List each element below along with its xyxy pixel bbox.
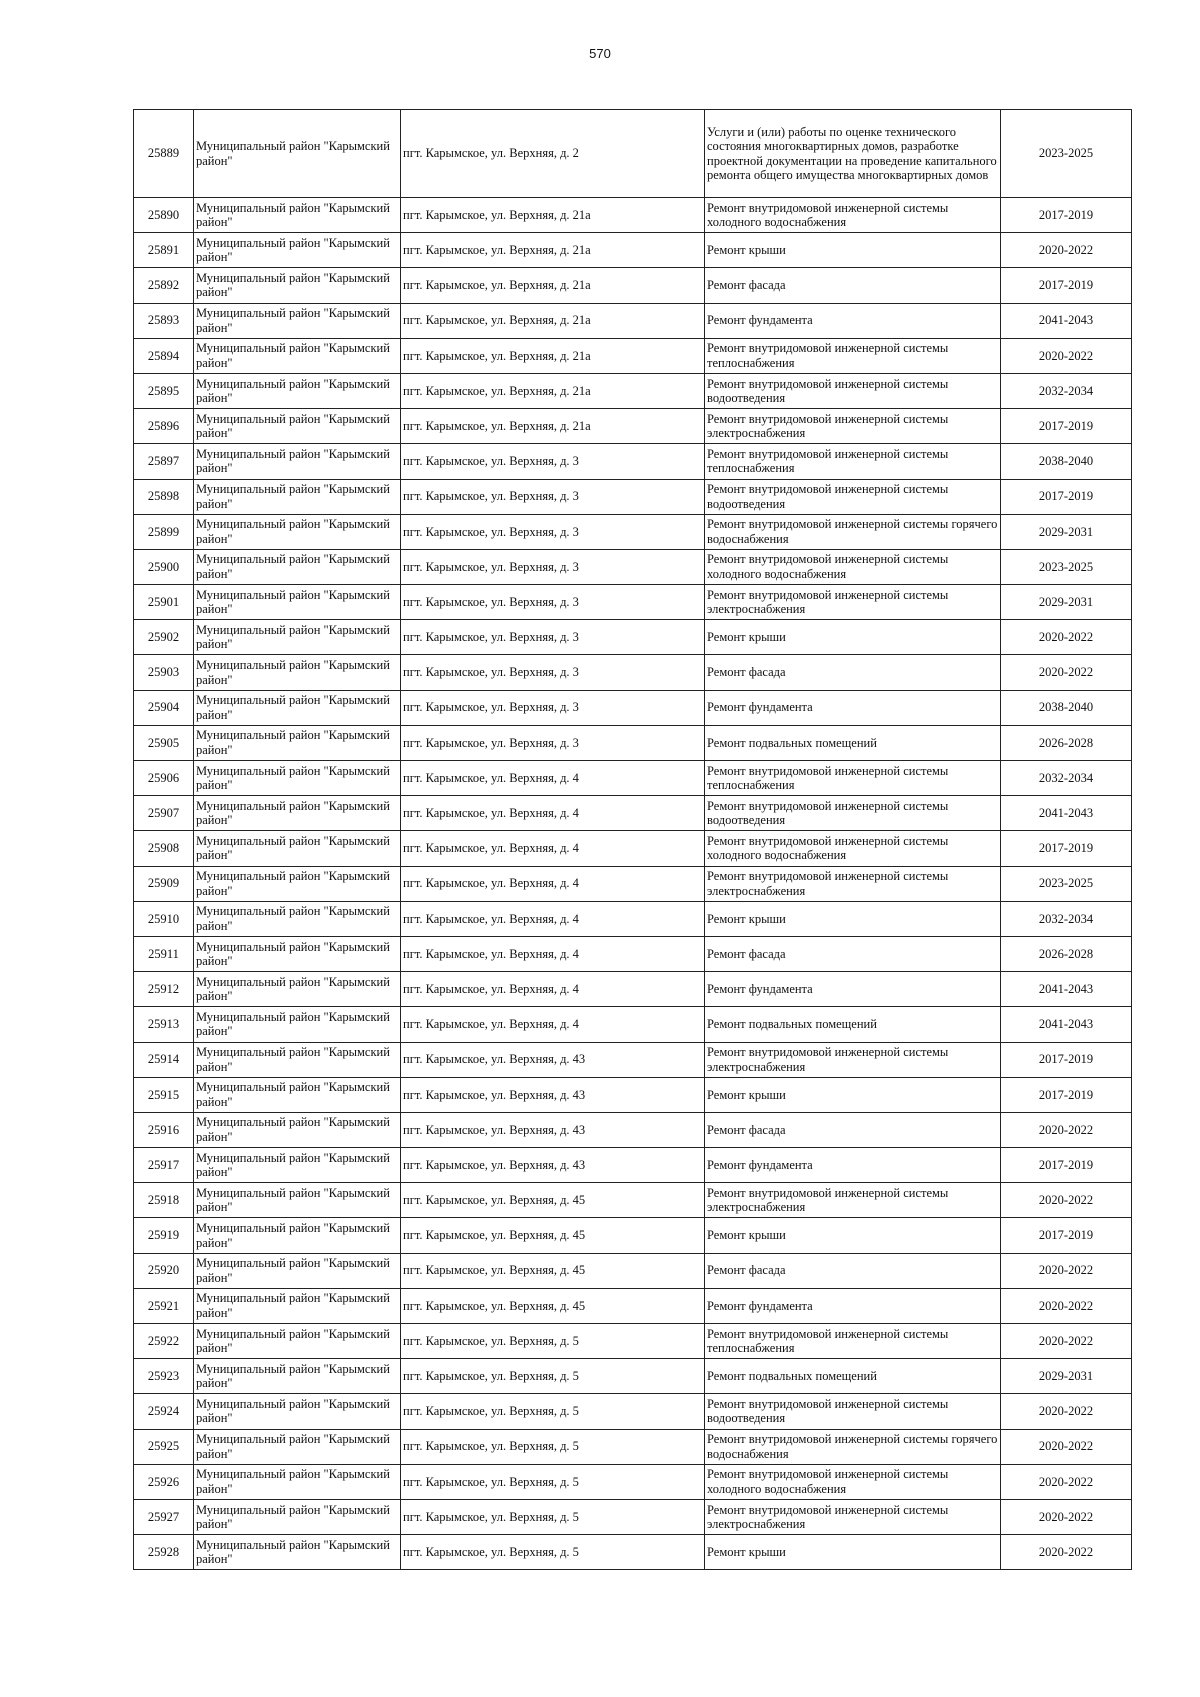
address-cell: пгт. Карымское, ул. Верхняя, д. 3 [401, 444, 705, 479]
municipality-cell: Муниципальный район "Карымский район" [194, 110, 401, 198]
row-number: 25893 [134, 303, 194, 338]
municipality-cell: Муниципальный район "Карымский район" [194, 479, 401, 514]
municipality-cell: Муниципальный район "Карымский район" [194, 233, 401, 268]
table-row [134, 761, 1132, 796]
table-row [134, 866, 1132, 901]
municipality-cell: Муниципальный район "Карымский район" [194, 1148, 401, 1183]
municipality-cell: Муниципальный район "Карымский район" [194, 690, 401, 725]
row-number: 25897 [134, 444, 194, 479]
work-type-cell: Ремонт фасада [705, 1112, 1001, 1147]
row-number: 25904 [134, 690, 194, 725]
period-cell: 2020-2022 [1001, 1112, 1132, 1147]
address-cell: пгт. Карымское, ул. Верхняя, д. 45 [401, 1288, 705, 1323]
municipality-cell: Муниципальный район "Карымский район" [194, 1288, 401, 1323]
period-cell: 2020-2022 [1001, 1429, 1132, 1464]
repair-schedule-table [133, 109, 1132, 1570]
municipality-cell: Муниципальный район "Карымский район" [194, 1007, 401, 1042]
work-type-cell: Ремонт крыши [705, 620, 1001, 655]
period-cell: 2020-2022 [1001, 1183, 1132, 1218]
municipality-cell: Муниципальный район "Карымский район" [194, 444, 401, 479]
address-cell: пгт. Карымское, ул. Верхняя, д. 21а [401, 373, 705, 408]
work-type-cell: Ремонт подвальных помещений [705, 725, 1001, 760]
address-cell: пгт. Карымское, ул. Верхняя, д. 5 [401, 1464, 705, 1499]
work-type-cell: Ремонт внутридомовой инженерной системы теплоснабжения [705, 761, 1001, 796]
address-cell: пгт. Карымское, ул. Верхняя, д. 43 [401, 1077, 705, 1112]
address-cell: пгт. Карымское, ул. Верхняя, д. 4 [401, 972, 705, 1007]
work-type-cell: Ремонт внутридомовой инженерной системы электроснабжения [705, 866, 1001, 901]
row-number: 25892 [134, 268, 194, 303]
period-cell: 2041-2043 [1001, 796, 1132, 831]
work-type-cell: Ремонт внутридомовой инженерной системы водоотведения [705, 373, 1001, 408]
work-type-cell: Ремонт фундамента [705, 1148, 1001, 1183]
address-cell: пгт. Карымское, ул. Верхняя, д. 3 [401, 585, 705, 620]
address-cell: пгт. Карымское, ул. Верхняя, д. 21а [401, 303, 705, 338]
address-cell: пгт. Карымское, ул. Верхняя, д. 43 [401, 1042, 705, 1077]
municipality-cell: Муниципальный район "Карымский район" [194, 409, 401, 444]
address-cell: пгт. Карымское, ул. Верхняя, д. 5 [401, 1359, 705, 1394]
municipality-cell: Муниципальный район "Карымский район" [194, 1112, 401, 1147]
work-type-cell: Ремонт внутридомовой инженерной системы водоотведения [705, 796, 1001, 831]
period-cell: 2017-2019 [1001, 409, 1132, 444]
row-number: 25926 [134, 1464, 194, 1499]
municipality-cell: Муниципальный район "Карымский район" [194, 936, 401, 971]
municipality-cell: Муниципальный район "Карымский район" [194, 303, 401, 338]
period-cell: 2020-2022 [1001, 338, 1132, 373]
table-row [134, 444, 1132, 479]
period-cell: 2038-2040 [1001, 444, 1132, 479]
address-cell: пгт. Карымское, ул. Верхняя, д. 45 [401, 1183, 705, 1218]
period-cell: 2023-2025 [1001, 549, 1132, 584]
municipality-cell: Муниципальный район "Карымский район" [194, 198, 401, 233]
work-type-cell: Ремонт фундамента [705, 1288, 1001, 1323]
row-number: 25907 [134, 796, 194, 831]
municipality-cell: Муниципальный район "Карымский район" [194, 373, 401, 408]
address-cell: пгт. Карымское, ул. Верхняя, д. 3 [401, 514, 705, 549]
table-row [134, 1253, 1132, 1288]
table-row [134, 303, 1132, 338]
work-type-cell: Ремонт фасада [705, 1253, 1001, 1288]
address-cell: пгт. Карымское, ул. Верхняя, д. 3 [401, 479, 705, 514]
address-cell: пгт. Карымское, ул. Верхняя, д. 21а [401, 268, 705, 303]
row-number: 25913 [134, 1007, 194, 1042]
row-number: 25891 [134, 233, 194, 268]
work-type-cell: Ремонт внутридомовой инженерной системы теплоснабжения [705, 444, 1001, 479]
table-row [134, 1218, 1132, 1253]
table-row [134, 1077, 1132, 1112]
address-cell: пгт. Карымское, ул. Верхняя, д. 5 [401, 1394, 705, 1429]
period-cell: 2020-2022 [1001, 620, 1132, 655]
address-cell: пгт. Карымское, ул. Верхняя, д. 21а [401, 409, 705, 444]
address-cell: пгт. Карымское, ул. Верхняя, д. 5 [401, 1535, 705, 1570]
row-number: 25921 [134, 1288, 194, 1323]
period-cell: 2023-2025 [1001, 866, 1132, 901]
row-number: 25920 [134, 1253, 194, 1288]
address-cell: пгт. Карымское, ул. Верхняя, д. 5 [401, 1324, 705, 1359]
work-type-cell: Ремонт внутридомовой инженерной системы холодного водоснабжения [705, 198, 1001, 233]
row-number: 25903 [134, 655, 194, 690]
address-cell: пгт. Карымское, ул. Верхняя, д. 3 [401, 620, 705, 655]
table-row [134, 479, 1132, 514]
row-number: 25925 [134, 1429, 194, 1464]
row-number: 25923 [134, 1359, 194, 1394]
row-number: 25927 [134, 1499, 194, 1534]
row-number: 25895 [134, 373, 194, 408]
table-row [134, 1007, 1132, 1042]
address-cell: пгт. Карымское, ул. Верхняя, д. 4 [401, 901, 705, 936]
municipality-cell: Муниципальный район "Карымский район" [194, 1499, 401, 1534]
municipality-cell: Муниципальный район "Карымский район" [194, 866, 401, 901]
table-row [134, 1042, 1132, 1077]
address-cell: пгт. Карымское, ул. Верхняя, д. 21а [401, 338, 705, 373]
work-type-cell: Ремонт внутридомовой инженерной системы холодного водоснабжения [705, 549, 1001, 584]
address-cell: пгт. Карымское, ул. Верхняя, д. 3 [401, 655, 705, 690]
period-cell: 2017-2019 [1001, 1148, 1132, 1183]
table-body [134, 110, 1132, 1570]
municipality-cell: Муниципальный район "Карымский район" [194, 1253, 401, 1288]
row-number: 25916 [134, 1112, 194, 1147]
period-cell: 2017-2019 [1001, 1042, 1132, 1077]
table-row [134, 110, 1132, 198]
row-number: 25918 [134, 1183, 194, 1218]
page-number: 570 [589, 46, 611, 61]
work-type-cell: Ремонт крыши [705, 233, 1001, 268]
address-cell: пгт. Карымское, ул. Верхняя, д. 4 [401, 796, 705, 831]
municipality-cell: Муниципальный район "Карымский район" [194, 761, 401, 796]
period-cell: 2026-2028 [1001, 725, 1132, 760]
address-cell: пгт. Карымское, ул. Верхняя, д. 21а [401, 233, 705, 268]
address-cell: пгт. Карымское, ул. Верхняя, д. 5 [401, 1499, 705, 1534]
work-type-cell: Ремонт крыши [705, 901, 1001, 936]
period-cell: 2029-2031 [1001, 585, 1132, 620]
period-cell: 2041-2043 [1001, 1007, 1132, 1042]
period-cell: 2020-2022 [1001, 1464, 1132, 1499]
period-cell: 2032-2034 [1001, 901, 1132, 936]
work-type-cell: Ремонт фасада [705, 936, 1001, 971]
address-cell: пгт. Карымское, ул. Верхняя, д. 43 [401, 1112, 705, 1147]
table-row [134, 198, 1132, 233]
municipality-cell: Муниципальный район "Карымский район" [194, 338, 401, 373]
period-cell: 2038-2040 [1001, 690, 1132, 725]
row-number: 25919 [134, 1218, 194, 1253]
table-row [134, 338, 1132, 373]
table-row [134, 1112, 1132, 1147]
period-cell: 2020-2022 [1001, 1288, 1132, 1323]
work-type-cell: Ремонт фасада [705, 655, 1001, 690]
table-row [134, 831, 1132, 866]
row-number: 25917 [134, 1148, 194, 1183]
address-cell: пгт. Карымское, ул. Верхняя, д. 21а [401, 198, 705, 233]
municipality-cell: Муниципальный район "Карымский район" [194, 620, 401, 655]
period-cell: 2020-2022 [1001, 1324, 1132, 1359]
table-row [134, 972, 1132, 1007]
municipality-cell: Муниципальный район "Карымский район" [194, 585, 401, 620]
work-type-cell: Ремонт внутридомовой инженерной системы электроснабжения [705, 1499, 1001, 1534]
municipality-cell: Муниципальный район "Карымский район" [194, 1077, 401, 1112]
work-type-cell: Ремонт крыши [705, 1077, 1001, 1112]
row-number: 25922 [134, 1324, 194, 1359]
address-cell: пгт. Карымское, ул. Верхняя, д. 4 [401, 936, 705, 971]
row-number: 25924 [134, 1394, 194, 1429]
table-row [134, 1499, 1132, 1534]
table-row [134, 268, 1132, 303]
period-cell: 2020-2022 [1001, 655, 1132, 690]
address-cell: пгт. Карымское, ул. Верхняя, д. 43 [401, 1148, 705, 1183]
work-type-cell: Ремонт крыши [705, 1535, 1001, 1570]
period-cell: 2029-2031 [1001, 1359, 1132, 1394]
municipality-cell: Муниципальный район "Карымский район" [194, 1535, 401, 1570]
work-type-cell: Ремонт внутридомовой инженерной системы электроснабжения [705, 1183, 1001, 1218]
period-cell: 2041-2043 [1001, 972, 1132, 1007]
period-cell: 2026-2028 [1001, 936, 1132, 971]
row-number: 25898 [134, 479, 194, 514]
period-cell: 2029-2031 [1001, 514, 1132, 549]
row-number: 25915 [134, 1077, 194, 1112]
municipality-cell: Муниципальный район "Карымский район" [194, 1042, 401, 1077]
address-cell: пгт. Карымское, ул. Верхняя, д. 3 [401, 725, 705, 760]
period-cell: 2017-2019 [1001, 1218, 1132, 1253]
table-row [134, 725, 1132, 760]
period-cell: 2041-2043 [1001, 303, 1132, 338]
municipality-cell: Муниципальный район "Карымский район" [194, 514, 401, 549]
table-row [134, 620, 1132, 655]
work-type-cell: Ремонт фундамента [705, 690, 1001, 725]
work-type-cell: Ремонт внутридомовой инженерной системы теплоснабжения [705, 338, 1001, 373]
table-row [134, 690, 1132, 725]
row-number: 25911 [134, 936, 194, 971]
table-row [134, 1394, 1132, 1429]
municipality-cell: Муниципальный район "Карымский район" [194, 1359, 401, 1394]
address-cell: пгт. Карымское, ул. Верхняя, д. 4 [401, 831, 705, 866]
table-row [134, 1183, 1132, 1218]
municipality-cell: Муниципальный район "Карымский район" [194, 1183, 401, 1218]
table-row [134, 514, 1132, 549]
municipality-cell: Муниципальный район "Карымский район" [194, 549, 401, 584]
row-number: 25912 [134, 972, 194, 1007]
address-cell: пгт. Карымское, ул. Верхняя, д. 2 [401, 110, 705, 198]
row-number: 25928 [134, 1535, 194, 1570]
table-row [134, 1429, 1132, 1464]
table-row [134, 409, 1132, 444]
table-row [134, 233, 1132, 268]
work-type-cell: Ремонт внутридомовой инженерной системы горячего водоснабжения [705, 1429, 1001, 1464]
table-row [134, 1359, 1132, 1394]
municipality-cell: Муниципальный район "Карымский район" [194, 1218, 401, 1253]
work-type-cell: Ремонт внутридомовой инженерной системы водоотведения [705, 1394, 1001, 1429]
address-cell: пгт. Карымское, ул. Верхняя, д. 3 [401, 549, 705, 584]
period-cell: 2017-2019 [1001, 1077, 1132, 1112]
period-cell: 2032-2034 [1001, 761, 1132, 796]
work-type-cell: Ремонт внутридомовой инженерной системы электроснабжения [705, 409, 1001, 444]
municipality-cell: Муниципальный район "Карымский район" [194, 901, 401, 936]
row-number: 25910 [134, 901, 194, 936]
work-type-cell: Ремонт подвальных помещений [705, 1007, 1001, 1042]
work-type-cell: Ремонт внутридомовой инженерной системы водоотведения [705, 479, 1001, 514]
municipality-cell: Муниципальный район "Карымский район" [194, 972, 401, 1007]
period-cell: 2017-2019 [1001, 268, 1132, 303]
municipality-cell: Муниципальный район "Карымский район" [194, 1429, 401, 1464]
period-cell: 2020-2022 [1001, 1535, 1132, 1570]
address-cell: пгт. Карымское, ул. Верхняя, д. 45 [401, 1253, 705, 1288]
address-cell: пгт. Карымское, ул. Верхняя, д. 4 [401, 1007, 705, 1042]
municipality-cell: Муниципальный район "Карымский район" [194, 268, 401, 303]
work-type-cell: Ремонт крыши [705, 1218, 1001, 1253]
address-cell: пгт. Карымское, ул. Верхняя, д. 45 [401, 1218, 705, 1253]
row-number: 25909 [134, 866, 194, 901]
table-row [134, 1288, 1132, 1323]
table-row [134, 655, 1132, 690]
municipality-cell: Муниципальный район "Карымский район" [194, 1464, 401, 1499]
row-number: 25894 [134, 338, 194, 373]
table-row [134, 901, 1132, 936]
table-row [134, 796, 1132, 831]
row-number: 25889 [134, 110, 194, 198]
work-type-cell: Ремонт внутридомовой инженерной системы холодного водоснабжения [705, 1464, 1001, 1499]
table-row [134, 1148, 1132, 1183]
period-cell: 2017-2019 [1001, 198, 1132, 233]
work-type-cell: Услуги и (или) работы по оценке технического состояния многоквартирных домов, разработке проектной документации на проведение капитального ремонта общего имущества многоквартирных домов [705, 110, 1001, 198]
address-cell: пгт. Карымское, ул. Верхняя, д. 5 [401, 1429, 705, 1464]
municipality-cell: Муниципальный район "Карымский район" [194, 655, 401, 690]
period-cell: 2020-2022 [1001, 233, 1132, 268]
work-type-cell: Ремонт внутридомовой инженерной системы горячего водоснабжения [705, 514, 1001, 549]
row-number: 25914 [134, 1042, 194, 1077]
row-number: 25905 [134, 725, 194, 760]
address-cell: пгт. Карымское, ул. Верхняя, д. 4 [401, 761, 705, 796]
address-cell: пгт. Карымское, ул. Верхняя, д. 4 [401, 866, 705, 901]
table-row [134, 1324, 1132, 1359]
row-number: 25906 [134, 761, 194, 796]
row-number: 25908 [134, 831, 194, 866]
municipality-cell: Муниципальный район "Карымский район" [194, 1394, 401, 1429]
municipality-cell: Муниципальный район "Карымский район" [194, 1324, 401, 1359]
work-type-cell: Ремонт фундамента [705, 972, 1001, 1007]
work-type-cell: Ремонт внутридомовой инженерной системы теплоснабжения [705, 1324, 1001, 1359]
work-type-cell: Ремонт внутридомовой инженерной системы холодного водоснабжения [705, 831, 1001, 866]
municipality-cell: Муниципальный район "Карымский район" [194, 831, 401, 866]
work-type-cell: Ремонт фасада [705, 268, 1001, 303]
row-number: 25890 [134, 198, 194, 233]
period-cell: 2020-2022 [1001, 1499, 1132, 1534]
table-row [134, 1464, 1132, 1499]
period-cell: 2017-2019 [1001, 479, 1132, 514]
period-cell: 2020-2022 [1001, 1253, 1132, 1288]
municipality-cell: Муниципальный район "Карымский район" [194, 725, 401, 760]
work-type-cell: Ремонт внутридомовой инженерной системы электроснабжения [705, 585, 1001, 620]
table-row [134, 936, 1132, 971]
work-type-cell: Ремонт подвальных помещений [705, 1359, 1001, 1394]
work-type-cell: Ремонт внутридомовой инженерной системы электроснабжения [705, 1042, 1001, 1077]
row-number: 25896 [134, 409, 194, 444]
period-cell: 2023-2025 [1001, 110, 1132, 198]
row-number: 25900 [134, 549, 194, 584]
period-cell: 2017-2019 [1001, 831, 1132, 866]
row-number: 25899 [134, 514, 194, 549]
table-row [134, 1535, 1132, 1570]
address-cell: пгт. Карымское, ул. Верхняя, д. 3 [401, 690, 705, 725]
period-cell: 2032-2034 [1001, 373, 1132, 408]
table-row [134, 373, 1132, 408]
period-cell: 2020-2022 [1001, 1394, 1132, 1429]
table-row [134, 549, 1132, 584]
municipality-cell: Муниципальный район "Карымский район" [194, 796, 401, 831]
table-row [134, 585, 1132, 620]
row-number: 25902 [134, 620, 194, 655]
work-type-cell: Ремонт фундамента [705, 303, 1001, 338]
row-number: 25901 [134, 585, 194, 620]
